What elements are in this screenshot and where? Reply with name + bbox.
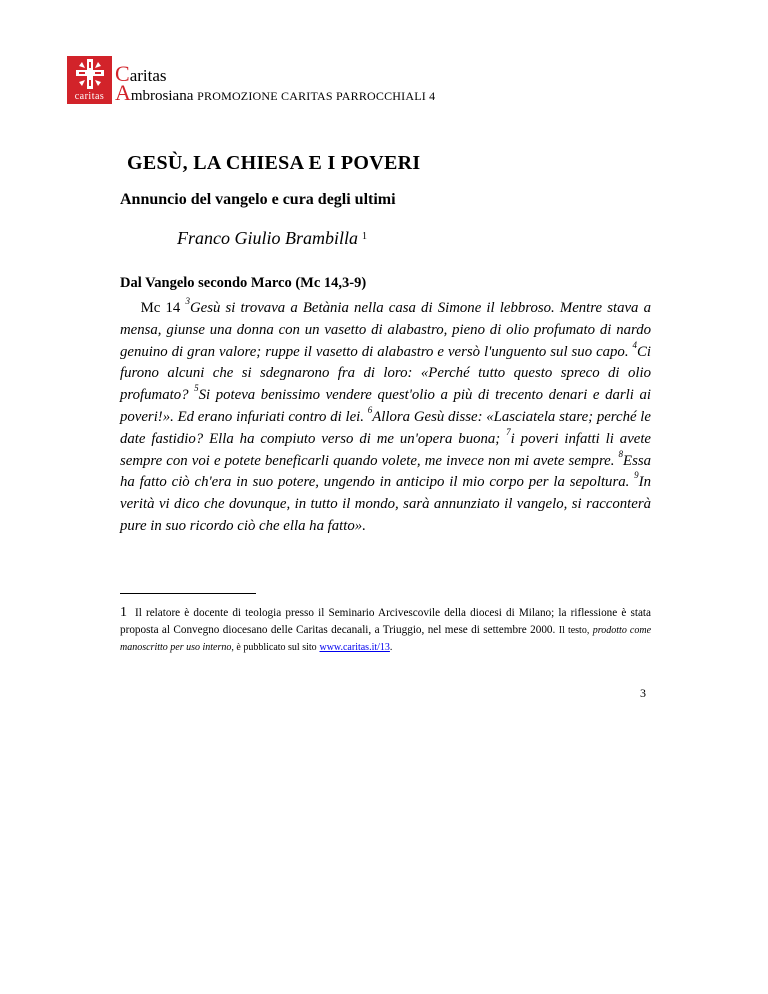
brand-text [115, 63, 435, 104]
footnote-text-italic: prodotto come manoscritto per uso interno [120, 624, 652, 653]
verse-text: i poveri infatti li avete sempre con voi e potete beneficarli quando volete, me invece non mi avete sempre. [120, 430, 652, 469]
footnote-text-small: Il testo, [558, 624, 590, 636]
verse-text: Essa ha fatto ciò ch'era in suo potere, ungendo in anticipo il mio corpo per la sepoltura. [120, 452, 652, 491]
caritas-cross-icon [76, 59, 104, 89]
page-number: 3 [640, 686, 646, 700]
brand-initial-c: C [115, 61, 130, 86]
verse-text: In verità vi dico che dovunque, in tutto il mondo, sarà annunziato il vangelo, si racconterà pure in suo ricordo ciò che ella ha fatto». [120, 474, 651, 534]
author-line [177, 228, 367, 249]
verse-number: 4 [632, 339, 638, 350]
footnote-text-small: , è pubblicato sul sito [231, 642, 317, 653]
brand-word-ambrosiana: mbrosiana [130, 88, 194, 104]
verse-number: 5 [194, 383, 199, 394]
gospel-ref: Mc 14 [140, 300, 181, 316]
verse-number: 9 [634, 470, 639, 481]
section-heading: Dal Vangelo secondo Marco (Mc 14,3-9) [120, 275, 367, 291]
verse-number: 7 [506, 426, 511, 437]
page-header [67, 56, 435, 104]
footnote [120, 605, 651, 657]
author-name: Franco Giulio Brambilla [177, 228, 358, 248]
document-subtitle: Annuncio del vangelo e cura degli ultimi [120, 191, 396, 208]
footnote-period: . [389, 642, 393, 653]
series-label: PROMOZIONE CARITAS PARROCCHIALI 4 [197, 89, 436, 103]
verse-text: Si poteva benissimo vendere quest'olio a più di trecento denari e darli ai poveri!». Ed erano infuriati contro di lei. [120, 387, 651, 425]
verse-number: 6 [367, 404, 373, 415]
footnote-link[interactable]: www.caritas.it/13 [319, 642, 390, 653]
footnote-text: Il relatore è docente di teologia presso il Seminario Arcivescovile della diocesi di Milano; la riflessione è stata proposta al Convegno diocesano delle Caritas decanali, a Triuggio, nel mese di settembre 2000. [120, 607, 651, 636]
author-footnote-ref[interactable]: 1 [362, 231, 367, 242]
brand-word-caritas: aritas [129, 66, 167, 85]
verse-text: Allora Gesù disse: «Lasciatela stare; perché le date fastidio? Ella ha compiuto verso di me un'opera buona; [120, 408, 651, 447]
verse-number: 3 [185, 296, 190, 306]
footnote-divider [120, 593, 256, 594]
verse-number: 8 [618, 448, 624, 459]
verse-text: Gesù si trovava a Betània nella casa di Simone il lebbroso. Mentre stava a mensa, giunse una donna con un vasetto di alabastro, pieno di olio profumato di nardo genuino di gran valore; ruppe il vasetto di alabastro e versò l'unguento sul suo capo. [120, 300, 651, 360]
caritas-logo [67, 56, 112, 104]
gospel-passage [120, 298, 651, 538]
logo-wordmark: caritas [74, 91, 105, 102]
document-title: GESÙ, LA CHIESA E I POVERI [127, 152, 421, 174]
brand-initial-a: A [115, 80, 131, 105]
verse-text: Ci furono alcuni che si sdegnarono fra di loro: «Perché tutto questo spreco di olio profumato? [120, 343, 652, 404]
footnote-number: 1 [120, 605, 127, 620]
